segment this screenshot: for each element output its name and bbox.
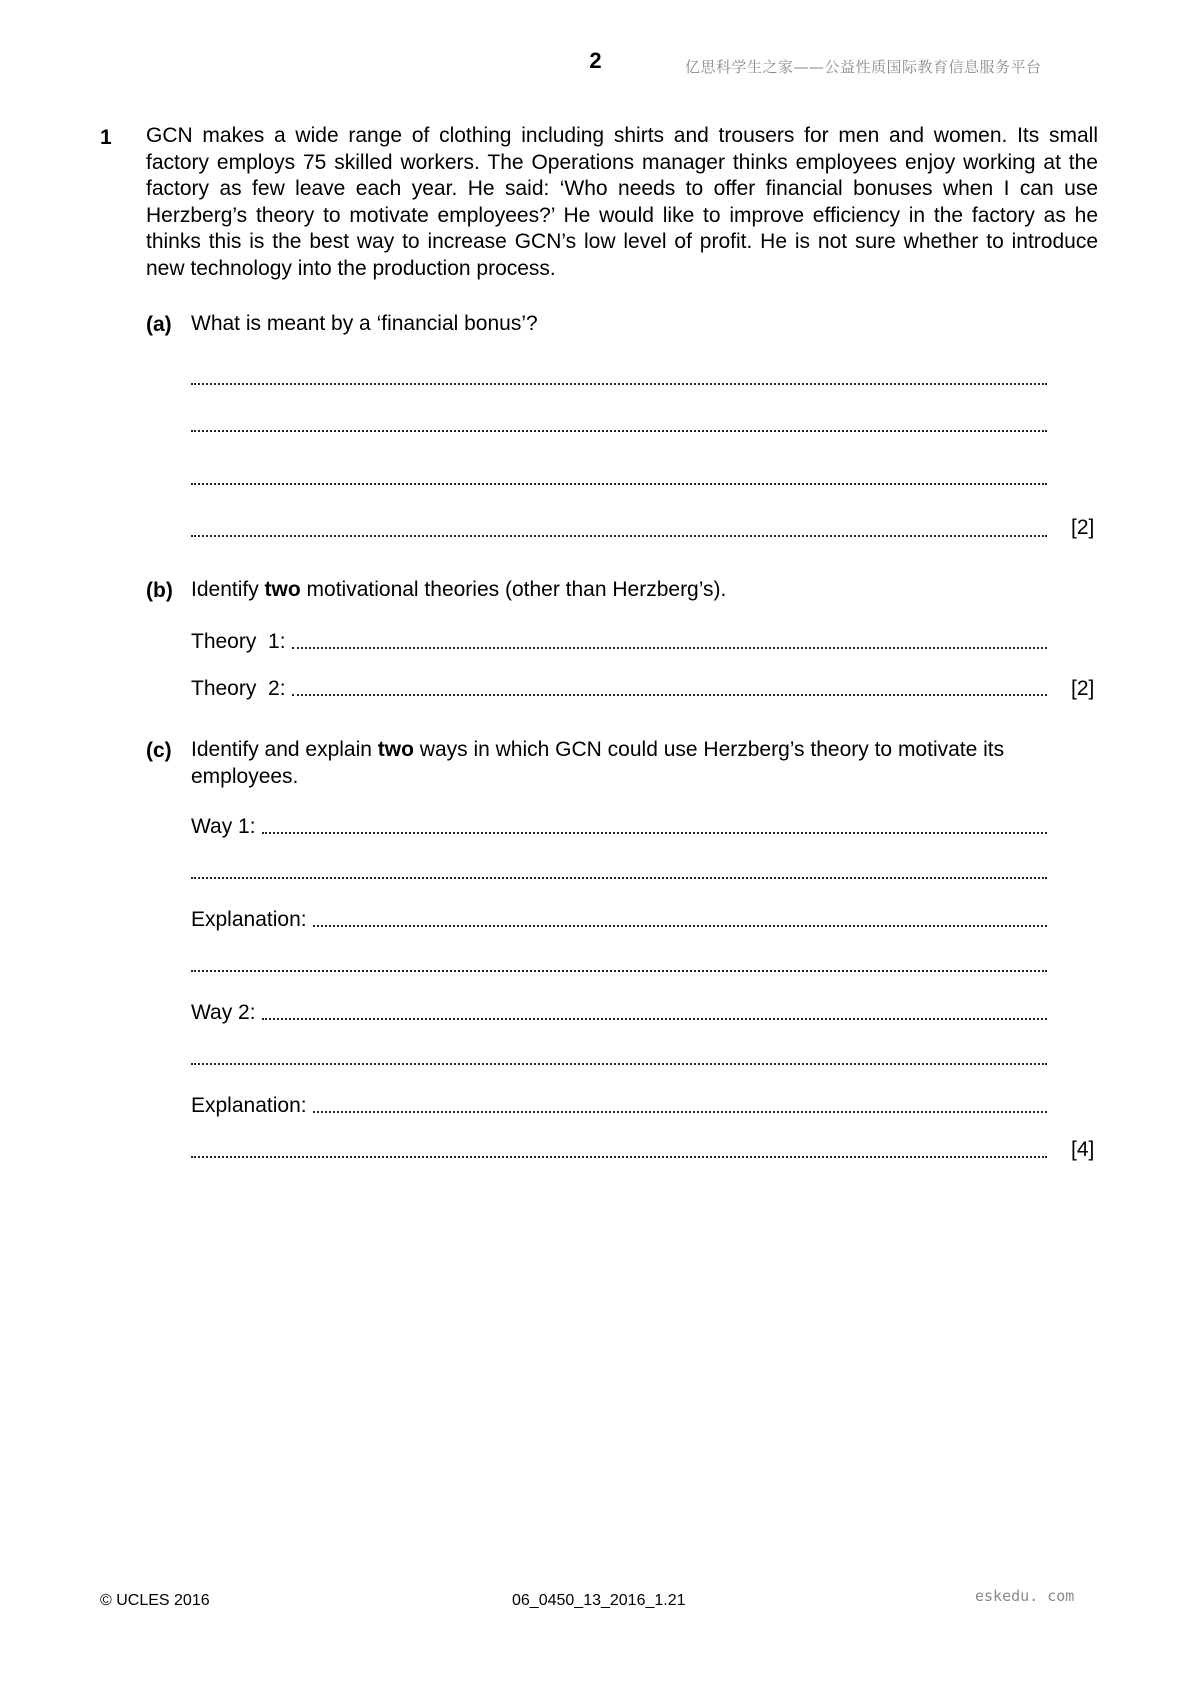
answer-dots[interactable] [313,925,1047,927]
answer-dots[interactable] [262,832,1047,834]
question-number: 1 [100,126,112,149]
answer-dots[interactable] [262,1018,1047,1020]
answer-line[interactable] [191,381,1047,385]
theory-1-line[interactable] [191,630,1047,654]
part-c-text-before: Identify and explain [191,738,378,761]
footer-site-watermark: eskedu. com [975,1587,1075,1605]
answer-line[interactable] [191,428,1047,432]
part-b-text-after: motivational theories (other than Herzberg’s). [300,578,727,601]
answer-dots[interactable] [313,1111,1047,1113]
part-c-marks: [4] [1071,1138,1095,1161]
way-1-line[interactable] [191,815,1047,839]
way-2-label: Way 2: [191,1001,256,1024]
part-c-question [191,737,1047,790]
theory-2-line[interactable] [191,677,1047,701]
page-number: 2 [589,48,602,73]
way-2-line[interactable] [191,1001,1047,1025]
part-c-text-bold: two [377,738,414,761]
answer-line[interactable] [191,1061,1047,1065]
part-a-marks: [2] [1071,516,1095,539]
explanation-2-label: Explanation: [191,1094,307,1117]
footer-copyright: © UCLES 2016 [100,1592,210,1609]
answer-line[interactable] [191,968,1047,972]
part-b-text-before: Identify [191,578,265,601]
explanation-1-label: Explanation: [191,908,307,931]
part-b-marks: [2] [1071,677,1095,700]
part-b-label: (b) [146,579,173,602]
footer-code: 06_0450_13_2016_1.21 [512,1592,686,1609]
way-1-label: Way 1: [191,815,256,838]
answer-line[interactable] [191,1154,1047,1158]
answer-dots[interactable] [292,647,1047,649]
theory-1-label: Theory 1: [191,630,286,653]
part-a-label: (a) [146,313,172,336]
part-c-text-after: ways in which GCN could use Herzberg’s theory to motivate its employees. [191,738,1005,788]
question-stem: GCN makes a wide range of clothing including shirts and trousers for men and women. Its small factory employs 75 skilled workers. The Operations manager thinks employees enjoy working at the factory as few leave each year. He said: ‘Who needs to offer financial bonuses when I can use Herzberg’s theory to motivate employees?’ He would like to improve efficiency in the factory as he thinks this is the best way to increase GCN’s low level of profit. He is not sure whether to introduce new technology into the production process. [146,124,1098,280]
part-a-question: What is meant by a ‘financial bonus’? [191,312,538,335]
answer-line[interactable] [191,533,1047,537]
header-watermark: 亿思科学生之家——公益性质国际教育信息服务平台 [685,58,1042,76]
answer-dots[interactable] [292,694,1047,696]
theory-2-label: Theory 2: [191,677,286,700]
answer-line[interactable] [191,875,1047,879]
answer-line[interactable] [191,481,1047,485]
explanation-2-line[interactable] [191,1094,1047,1118]
part-b-text-bold: two [264,578,301,601]
explanation-1-line[interactable] [191,908,1047,932]
part-b-question [191,577,726,604]
part-c-label: (c) [146,739,172,762]
